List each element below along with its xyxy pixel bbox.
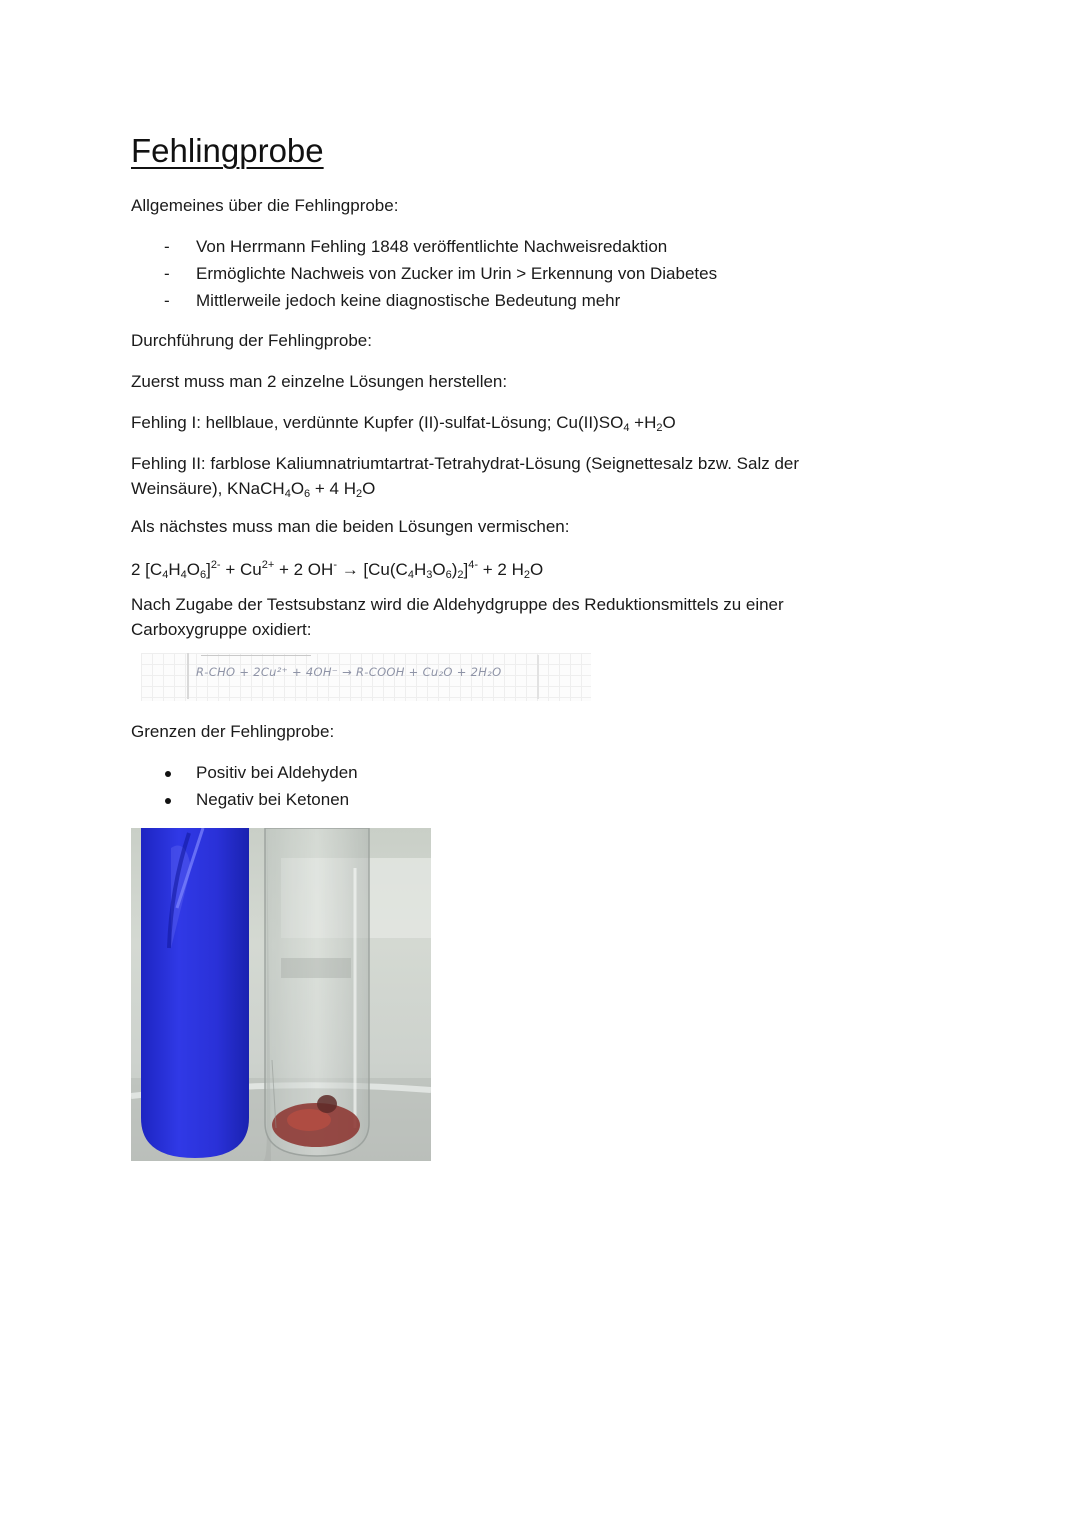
procedure-heading: Durchführung der Fehlingprobe: [131,331,372,350]
list-item: Negativ bei Ketonen [131,786,358,813]
step-one-text: Zuerst muss man 2 einzelne Lösungen herstellen: [131,372,508,391]
step-two-text: Als nächstes muss man die beiden Lösungen vermischen: [131,517,570,536]
test-tubes-illustration [131,828,431,1161]
list-item: - Mittlerweile jedoch keine diagnostische Bedeutung mehr [131,287,717,314]
bullet-icon [165,786,171,813]
dash-marker: - [164,264,170,283]
list-item: Positiv bei Aldehyden [131,759,358,786]
complex-equation: 2 $[C_4H_4O_6]^{2-} + Cu^{2+} + 2$ $OH^- \to [Cu(C_4H_3O_6)_2]^{4-} + 2$ $H_2O$ [131,559,544,581]
list-item: - Von Herrmann Fehling 1848 veröffentlichte Nachweisredaktion [131,233,717,260]
handwritten-equation: R-CHO + 2Cu²⁺ + 4OH⁻ → R-COOH + Cu₂O + 2H₂O [196,665,502,679]
limits-heading: Grenzen der Fehlingprobe: [131,722,335,741]
reaction-intro-text: Nach Zugabe der Testsubstanz wird die Aldehydgruppe des Reduktionsmittels zu einer Carboxygruppe oxidiert: [131,595,784,639]
dash-marker: - [164,237,170,256]
fehling-one-text: Fehling I: hellblaue, verdünnte Kupfer (II)-sulfat-Lösung; $Cu(II)SO_4 +H_2O$ [131,413,676,434]
dash-marker: - [164,291,170,310]
page-title: Fehlingprobe [131,132,324,169]
limits-list [131,759,358,813]
list-item: - Ermöglichte Nachweis von Zucker im Urin > Erkennung von Diabetes [131,260,717,287]
intro-heading: Allgemeines über die Fehlingprobe: [131,196,399,215]
intro-list [131,233,717,314]
test-tubes-photo [131,828,431,1161]
handwritten-reaction-snippet [141,653,591,701]
bullet-icon [165,759,171,786]
fehling-two-text: Fehling II: farblose Kaliumnatriumtartrat-Tetrahydrat-Lösung (Seignettesalz bzw. Salz der Weinsäure), $KNaCH_4O_6 + 4$ $H_2O$ [131,454,800,500]
